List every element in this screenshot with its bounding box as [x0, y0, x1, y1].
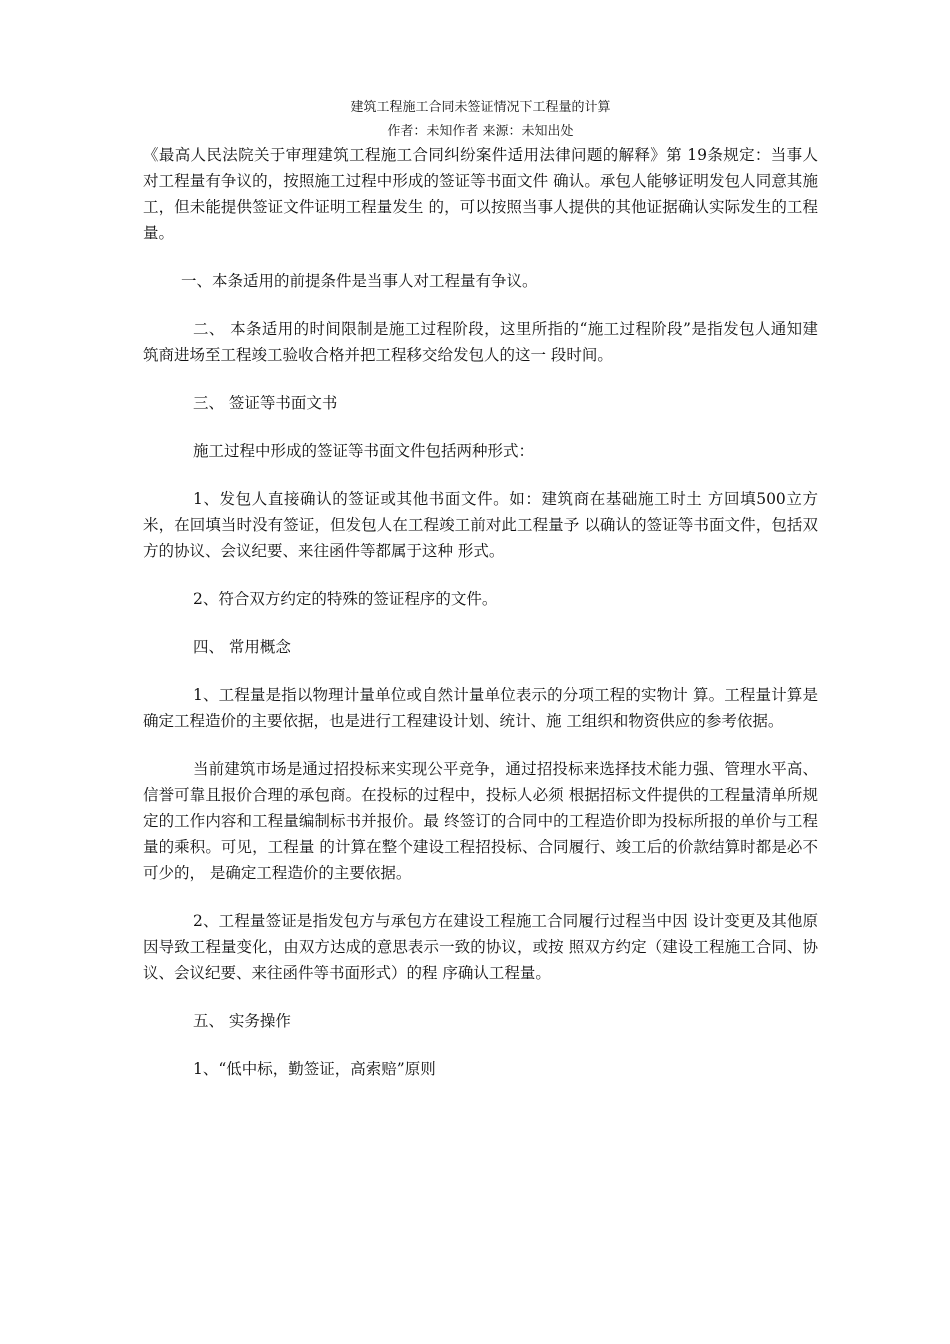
paragraph-concept-1: 1、工程量是指以物理计量单位或自然计量单位表示的分项工程的实物计 算。工程量计算是确定工程造价的主要依据，也是进行工程建设计划、统计、施 工组织和物资供应的参考依据。 — [143, 686, 818, 730]
paragraph-form-1: 1、发包人直接确认的签证或其他书面文件。如：建筑商在基础施工时土 方回填500立方米，在回填当时没有签证，但发包人在工程竣工前对此工程量予 以确认的签证等书面文件，包括双方的协议、会议纪要、来往函件等都属于这种 形式。 — [143, 490, 818, 560]
paragraph-market: 当前建筑市场是通过招投标来实现公平竞争，通过招投标来选择技术能力强、管理水平高、信誉可靠且报价合理的承包商。在投标的过程中，投标人必须 根据招标文件提供的工程量清单所规定的工作内容和工程量编制标书并报价。最 终签订的合同中的工程造价即为投标所报的单价与工程量的乘积。可见，工程量 的计算在整个建设工程招投标、合同履行、竣工后的价款结算时都是必不可少的， 是确定工程造价的主要依据。 — [143, 760, 818, 882]
paragraph-section-2: 二、 本条适用的时间限制是施工过程阶段，这里所指的“施工过程阶段”是指发包人通知建筑商进场至工程竣工验收合格并把工程移交给发包人的这一 段时间。 — [143, 320, 818, 364]
document-page — [143, 98, 818, 1082]
document-byline: 作者：未知作者 来源：未知出处 — [387, 124, 574, 139]
paragraph-intro: 《最高人民法院关于审理建筑工程施工合同纠纷案件适用法律问题的解释》第 19条规定：当事人对工程量有争议的，按照施工过程中形成的签证等书面文件 确认。承包人能够证明发包人同意其施工，但未能提供签证文件证明工程量发生 的，可以按照当事人提供的其他证据确认实际发生的工程量。 — [143, 146, 818, 242]
paragraph-principle: 1、“低中标，勤签证，高索赔”原则 — [193, 1060, 436, 1078]
paragraph-form-2: 2、符合双方约定的特殊的签证程序的文件。 — [193, 590, 498, 608]
paragraph-section-1: 一、本条适用的前提条件是当事人对工程量有争议。 — [181, 272, 538, 290]
paragraph-concept-2: 2、工程量签证是指发包方与承包方在建设工程施工合同履行过程当中因 设计变更及其他原因导致工程量变化，由双方达成的意思表示一致的协议，或按 照双方约定（建设工程施工合同、协议、会议纪要、来往函件等书面形式）的程 序确认工程量。 — [143, 912, 818, 982]
paragraph-forms: 施工过程中形成的签证等书面文件包括两种形式： — [193, 442, 535, 460]
document-title: 建筑工程施工合同未签证情况下工程量的计算 — [350, 100, 611, 115]
heading-section-5: 五、 实务操作 — [193, 1012, 291, 1030]
heading-section-3: 三、 签证等书面文书 — [193, 394, 338, 412]
heading-section-4: 四、 常用概念 — [193, 638, 291, 656]
